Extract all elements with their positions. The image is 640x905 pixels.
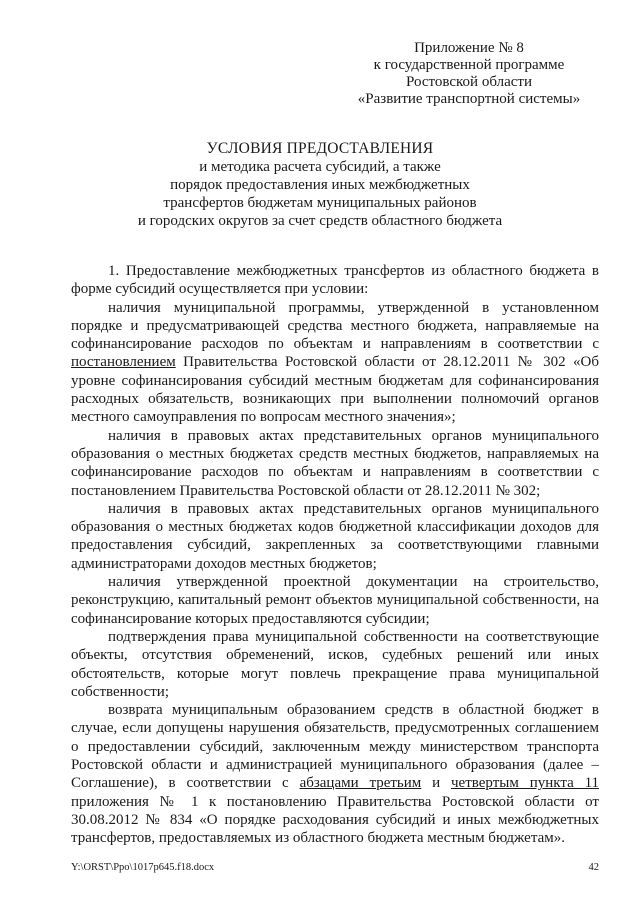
appendix-line: к государственной программе [373,57,565,73]
paragraph-condition-funds [71,427,599,500]
paragraph-text: Правительства Ростовской области от 28.12.2011 № 302 «Об уровне софинансирования субсидий местным бюджетам для софинансирования расходных обязательств, возникающих при выполнении полномочий органов местного самоуправления по вопросам местного значения»; [71,354,599,426]
paragraph-text: и [421,775,452,792]
paragraph-text: наличия утвержденной проектной документации на строительство, реконструкцию, капитальный ремонт объектов муниципальной собственности, на софинансирование которых предоставляются субсидии; [71,574,599,627]
paragraph-text: наличия муниципальной программы, утвержденной в установленном порядке и предусматривающей средства местного бюджета, направляемые на софинансирование расходов по объектам и направлениям в соответствии с [71,299,599,353]
paragraph-condition-program [71,299,599,427]
paragraph-condition-codes [71,500,599,573]
paragraph-text: подтверждения права муниципальной собственности на соответствующие объекты, отсутствия обременений, исков, судебных решений или иных обстоятельств, которые могут повлечь прекращение права муниципальной собственности; [71,628,599,700]
title-line: порядок предоставления иных межбюджетных [170,177,470,193]
paragraph-intro [71,262,599,299]
paragraph-text: 1. Предоставление межбюджетных трансфертов из областного бюджета в форме субсидий осуществляется при условии: [71,263,599,298]
appendix-line: «Развитие транспортной системы» [357,91,581,107]
appendix-header [340,40,598,108]
title-line: и городских округов за счет средств областного бюджета [137,213,503,229]
document-body [71,262,599,848]
third-paragraph-link[interactable]: абзацами третьим [299,775,422,792]
resolution-link[interactable]: постановлением [71,354,176,371]
paragraph-condition-design [71,573,599,628]
appendix-line: Ростовской области [406,74,532,90]
paragraph-text: наличия в правовых актах представительных органов муниципального образования о местных бюджетах средств местных бюджетов, направляемых на софинансирование расходов по объектам и направлениям в соответствии с постановлением Правительства Ростовской области от 28.12.2011 № 302; [71,427,599,499]
paragraph-text: приложения № 1 к постановлению Правительства Ростовской области от 30.08.2012 № 834 «О порядке расходования субсидий и иных межбюджетных трансфертов, предоставляемых из областного бюджета местным бюджетам». [71,793,599,847]
paragraph-condition-refund [71,701,599,847]
appendix-line: Приложение № 8 [414,40,524,56]
fourth-item-link[interactable]: четвертым пункта 11 [451,775,600,792]
paragraph-text: наличия в правовых актах представительных органов муниципального образования о местных бюджетах кодов бюджетной классификации доходов для предоставления субсидий, закрепленных за соответствующими главными администраторами доходов местных бюджетов; [71,500,599,572]
paragraph-text: возврата муниципальным образованием средств в областной бюджет в случае, если допущены нарушения обязательств, предусмотренных соглашением о предоставлении субсидий, заключенным между министерством транспорта Ростовской области и администрацией муниципального образования (далее – Соглашение), в соответствии с [71,702,599,792]
title-line: и методика расчета субсидий, а также [199,159,441,175]
page-footer [71,862,599,873]
page-number: 42 [588,862,599,873]
paragraph-condition-ownership [71,628,599,701]
document-title [100,140,540,230]
file-path: Y:\ORST\Ppo\1017p645.f18.docx [71,862,215,873]
title-main: УСЛОВИЯ ПРЕДОСТАВЛЕНИЯ [206,140,434,157]
title-line: трансфертов бюджетам муниципальных районов [163,195,477,211]
